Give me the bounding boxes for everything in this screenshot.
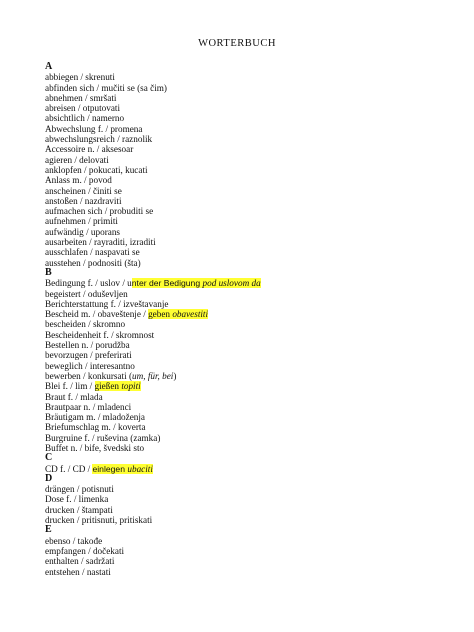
- dictionary-entry: agieren / delovati: [45, 154, 109, 165]
- section-letter: B: [45, 266, 52, 278]
- document-title: WORTERBUCH: [198, 38, 276, 49]
- dictionary-entry: anklopfen / pokucati, kucati: [45, 164, 148, 175]
- dictionary-entry: anstoßen / nazdraviti: [45, 195, 122, 206]
- entry-text: Bedingung f. / uslov / u: [45, 278, 132, 289]
- dictionary-entry: [45, 464, 465, 474]
- dictionary-entry: Bestellen n. / porudžba: [45, 340, 130, 351]
- dictionary-entry: aufwändig / uporans: [45, 226, 121, 237]
- dictionary-entry: aufnehmen / primiti: [45, 216, 118, 227]
- dictionary-entry: Braut f. / mlada: [45, 391, 103, 402]
- dictionary-entry: beweglich / interesantno: [45, 360, 135, 371]
- dictionary-entries: [45, 62, 465, 577]
- dictionary-entry: drucken / pritisnuti, pritiskati: [45, 515, 153, 526]
- dictionary-entry: ausschlafen / naspavati se: [45, 247, 140, 258]
- dictionary-entry: Bescheidenheit f. / skromnost: [45, 329, 155, 340]
- entry-text: Blei f. / lim /: [45, 381, 95, 392]
- dictionary-entry: aufmachen sich / probuditi se: [45, 206, 154, 217]
- dictionary-entry: Anlass m. / povod: [45, 175, 112, 186]
- dictionary-entry: drängen / potisnuti: [45, 484, 114, 495]
- dictionary-entry: [45, 309, 465, 319]
- entry-text: ): [173, 370, 177, 381]
- dictionary-entry: Brautpaar n. / mladenci: [45, 401, 132, 412]
- dictionary-entry: ebenso / takođe: [45, 535, 103, 546]
- dictionary-entry: abreisen / otputovati: [45, 103, 121, 114]
- highlighted-text: obavestiti: [172, 309, 209, 320]
- dictionary-entry: Briefumschlag m. / koverta: [45, 422, 146, 433]
- dictionary-entry: begeistert / oduševljen: [45, 288, 128, 299]
- highlighted-text: pod uslovom da: [202, 278, 261, 289]
- highlighted-text: nter der Bedigung: [131, 278, 203, 289]
- highlighted-text: geben: [148, 309, 173, 320]
- dictionary-entry: Berichterstattung f. / izveštavanje: [45, 298, 169, 309]
- dictionary-entry: abnehmen / smršati: [45, 92, 117, 103]
- dictionary-entry: [45, 371, 465, 381]
- dictionary-entry: Dose f. / limenka: [45, 494, 109, 505]
- highlighted-text: einlegen: [92, 463, 128, 474]
- highlighted-text: gießen: [94, 381, 122, 392]
- highlighted-text: ubaciti: [127, 463, 153, 474]
- dictionary-entry: drucken / štampati: [45, 504, 113, 515]
- section-letter: C: [45, 452, 53, 464]
- dictionary-entry: ausarbeiten / rayraditi, izraditi: [45, 237, 156, 248]
- dictionary-entry: Abwechslung f. / promena: [45, 123, 143, 134]
- entry-text: bewerben / konkursati (: [45, 370, 132, 381]
- section-letter: E: [45, 524, 52, 536]
- dictionary-entry: bescheiden / skromno: [45, 319, 126, 330]
- dictionary-entry: abfinden sich / mučiti se (sa čim): [45, 82, 167, 93]
- dictionary-entry: anscheinen / činiti se: [45, 185, 122, 196]
- dictionary-entry: abbiegen / skrenuti: [45, 72, 115, 83]
- dictionary-entry: [45, 278, 465, 288]
- highlighted-text: topiti: [121, 381, 141, 392]
- dictionary-entry: [45, 381, 465, 391]
- entry-text: um, für, bei: [132, 370, 174, 381]
- dictionary-entry: bevorzugen / preferirati: [45, 350, 132, 361]
- dictionary-entry: absichtlich / namerno: [45, 113, 125, 124]
- dictionary-entry: entstehen / nastati: [45, 566, 111, 577]
- dictionary-entry: enthalten / sadržati: [45, 556, 115, 567]
- dictionary-entry: Accessoire n. / aksesoar: [45, 144, 134, 155]
- dictionary-entry: empfangen / dočekati: [45, 545, 125, 556]
- entry-text: Bescheid m. / obaveštenje /: [45, 309, 149, 320]
- dictionary-entry: Burgruine f. / ruševina (zamka): [45, 432, 161, 443]
- entry-text: CD f. / CD /: [45, 463, 93, 474]
- dictionary-entry: Bräutigam m. / mladoženja: [45, 412, 146, 423]
- dictionary-entry: ausstehen / podnositi (šta): [45, 257, 141, 268]
- dictionary-entry: Buffet n. / bife, švedski sto: [45, 442, 145, 453]
- dictionary-entry: abwechslungsreich / raznolik: [45, 134, 153, 145]
- section-letter: A: [45, 61, 53, 72]
- section-letter: D: [45, 472, 53, 484]
